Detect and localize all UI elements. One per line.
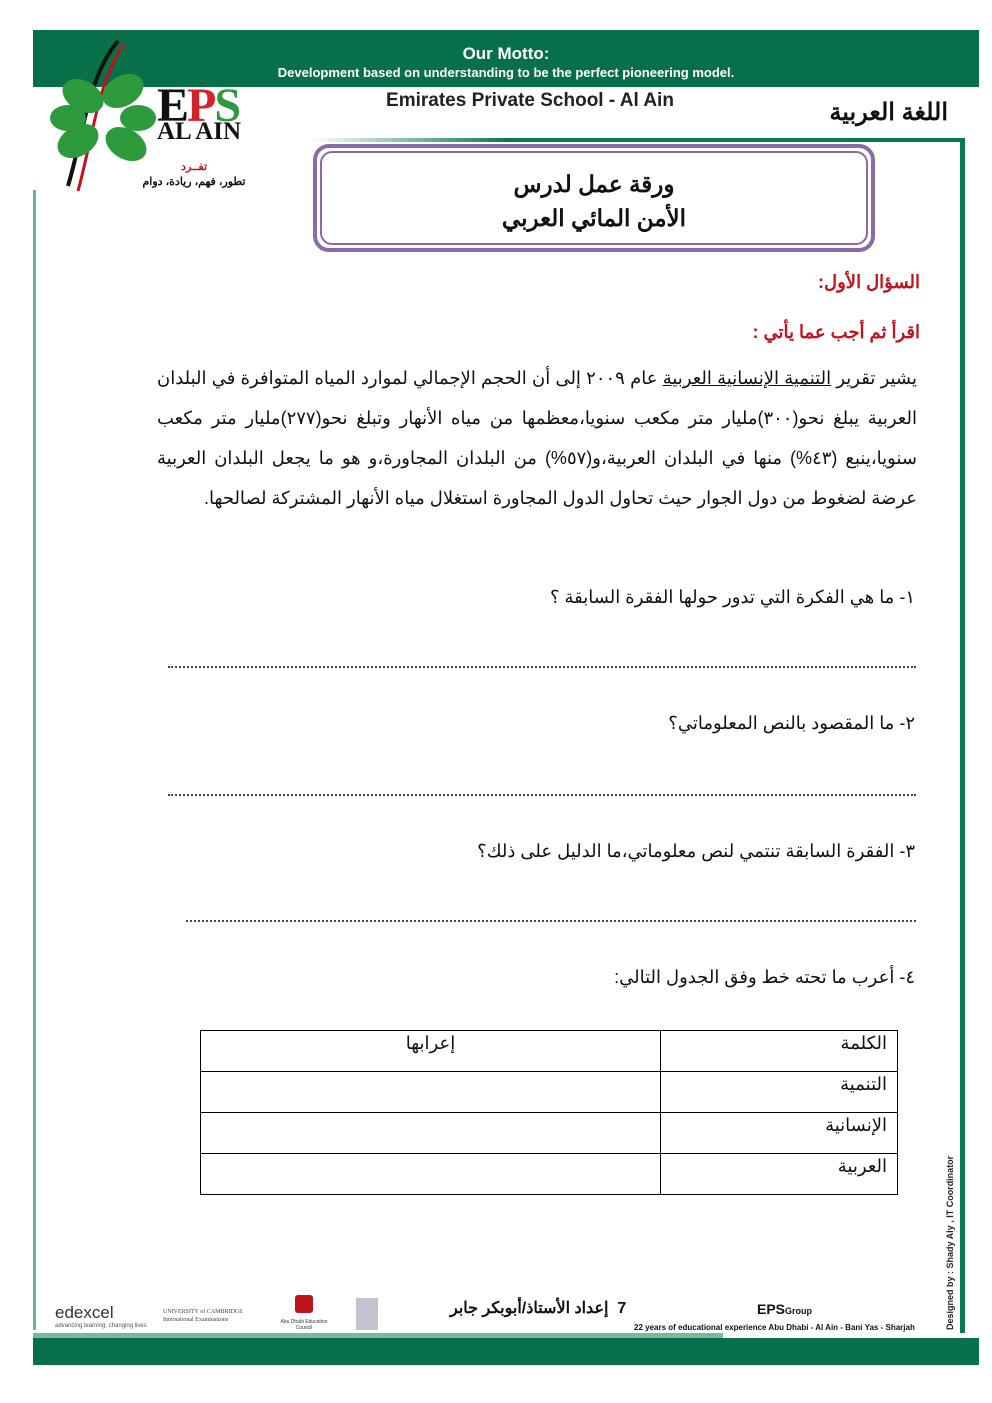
answer-line-2[interactable] xyxy=(168,794,916,796)
cambridge-logo: UNIVERSITY of CAMBRIDGE International Examinations xyxy=(163,1309,243,1323)
table-row xyxy=(201,1072,898,1113)
school-name: Emirates Private School - Al Ain xyxy=(386,90,674,111)
reading-passage xyxy=(157,358,917,518)
passage-rest: عام ٢٠٠٩ إلى أن الحجم الإجمالي لموارد المياه المتوافرة في البلدان العربية يبلغ نحو(٣٠٠)مليار متر مكعب سنويا،معظمها من مياه الأنهار وتبلغ نحو(٢٧٧)مليار متر مكعب سنويا،ينبع (٤٣%) منها في البلدان العربية،و(٥٧%) من البلدان المجاورة،و هو ما يجعل البلدان العربية عرضة لضغوط من دول الجوار حيث تحاول الدول المجاورة استغلال مياه الأنهار المشتركة لصالحها. xyxy=(157,368,917,508)
footer-band xyxy=(33,1338,979,1365)
answer-cell[interactable] xyxy=(201,1072,661,1113)
group-suffix: Group xyxy=(785,1306,813,1316)
logo-tagline-top: تفــرد xyxy=(180,161,208,173)
section-heading: السؤال الأول: xyxy=(818,272,920,292)
author: إعداد الأستاذ/أبوبكر جابر xyxy=(450,1300,609,1317)
header-word: الكلمة xyxy=(661,1031,898,1072)
logo-tagline-text: تطور، فهم، ريادة، دوام xyxy=(142,176,246,188)
passage-start: يشير تقرير xyxy=(831,368,917,388)
designed-by: Designed by : Shady Aly , IT Coordinator xyxy=(945,1155,955,1330)
table-header-row xyxy=(201,1031,898,1072)
underlined-phrase: التنمية الإنسانية العربية xyxy=(662,368,832,388)
word-cell: العربية xyxy=(661,1154,898,1195)
answer-line-3[interactable] xyxy=(186,920,916,922)
eps-logo: EPS xyxy=(157,79,240,132)
footer-author xyxy=(450,1298,626,1318)
adec-logo xyxy=(273,1295,335,1331)
motto-title: Our Motto: xyxy=(462,44,550,63)
table-row xyxy=(201,1154,898,1195)
eps-group: EPS xyxy=(757,1301,786,1317)
adec-icon xyxy=(295,1295,313,1313)
word-cell: الإنسانية xyxy=(661,1113,898,1154)
question-2: ٢- ما المقصود بالنص المعلوماتي؟ xyxy=(668,713,915,733)
frame-right-line xyxy=(960,138,965,1333)
page-number: 7 xyxy=(617,1300,627,1317)
experience-text: 22 years of educational experience Abu Dhabi - Al Ain - Bani Yas - Sharjah xyxy=(634,1323,915,1332)
eps-group-logo xyxy=(757,1301,812,1317)
parsing-table xyxy=(200,1030,898,1195)
edexcel-tagline: advancing learning, changing lives xyxy=(55,1323,147,1329)
question-1: ١- ما هي الفكرة التي تدور حولها الفقرة السابقة ؟ xyxy=(549,587,915,607)
worksheet-title: ورقة عمل لدرس xyxy=(513,171,675,197)
word-cell: التنمية xyxy=(661,1072,898,1113)
frame-top-line xyxy=(310,138,965,142)
header-parsing: إعرابها xyxy=(201,1031,661,1072)
question-4: ٤- أعرب ما تحته خط وفق الجدول التالي: xyxy=(614,967,915,987)
answer-cell[interactable] xyxy=(201,1154,661,1195)
worksheet-title-box xyxy=(313,144,875,252)
adec-text: Abu Dhabi Education Council xyxy=(280,1319,328,1331)
answer-cell[interactable] xyxy=(201,1113,661,1154)
table-row xyxy=(201,1113,898,1154)
answer-line-1[interactable] xyxy=(168,666,916,668)
question-3: ٣- الفقرة السابقة تنتمي لنص معلوماتي،ما الدليل على ذلك؟ xyxy=(477,841,915,861)
edexcel-text: edexcel xyxy=(55,1303,114,1322)
subject-title: اللغة العربية xyxy=(829,99,948,126)
motto-text: Development based on understanding to be the perfect pioneering model. xyxy=(277,65,735,80)
instruction: اقرأ ثم أجب عما يأتي : xyxy=(752,322,920,342)
logo-tagline xyxy=(135,160,253,190)
edexcel-logo xyxy=(55,1303,147,1329)
frame-left-line xyxy=(33,190,36,1330)
al-ain-logo-text: AL AIN xyxy=(157,118,242,145)
lesson-title: الأمن المائي العربي xyxy=(501,205,687,231)
accreditation-logo-icon xyxy=(356,1298,378,1330)
